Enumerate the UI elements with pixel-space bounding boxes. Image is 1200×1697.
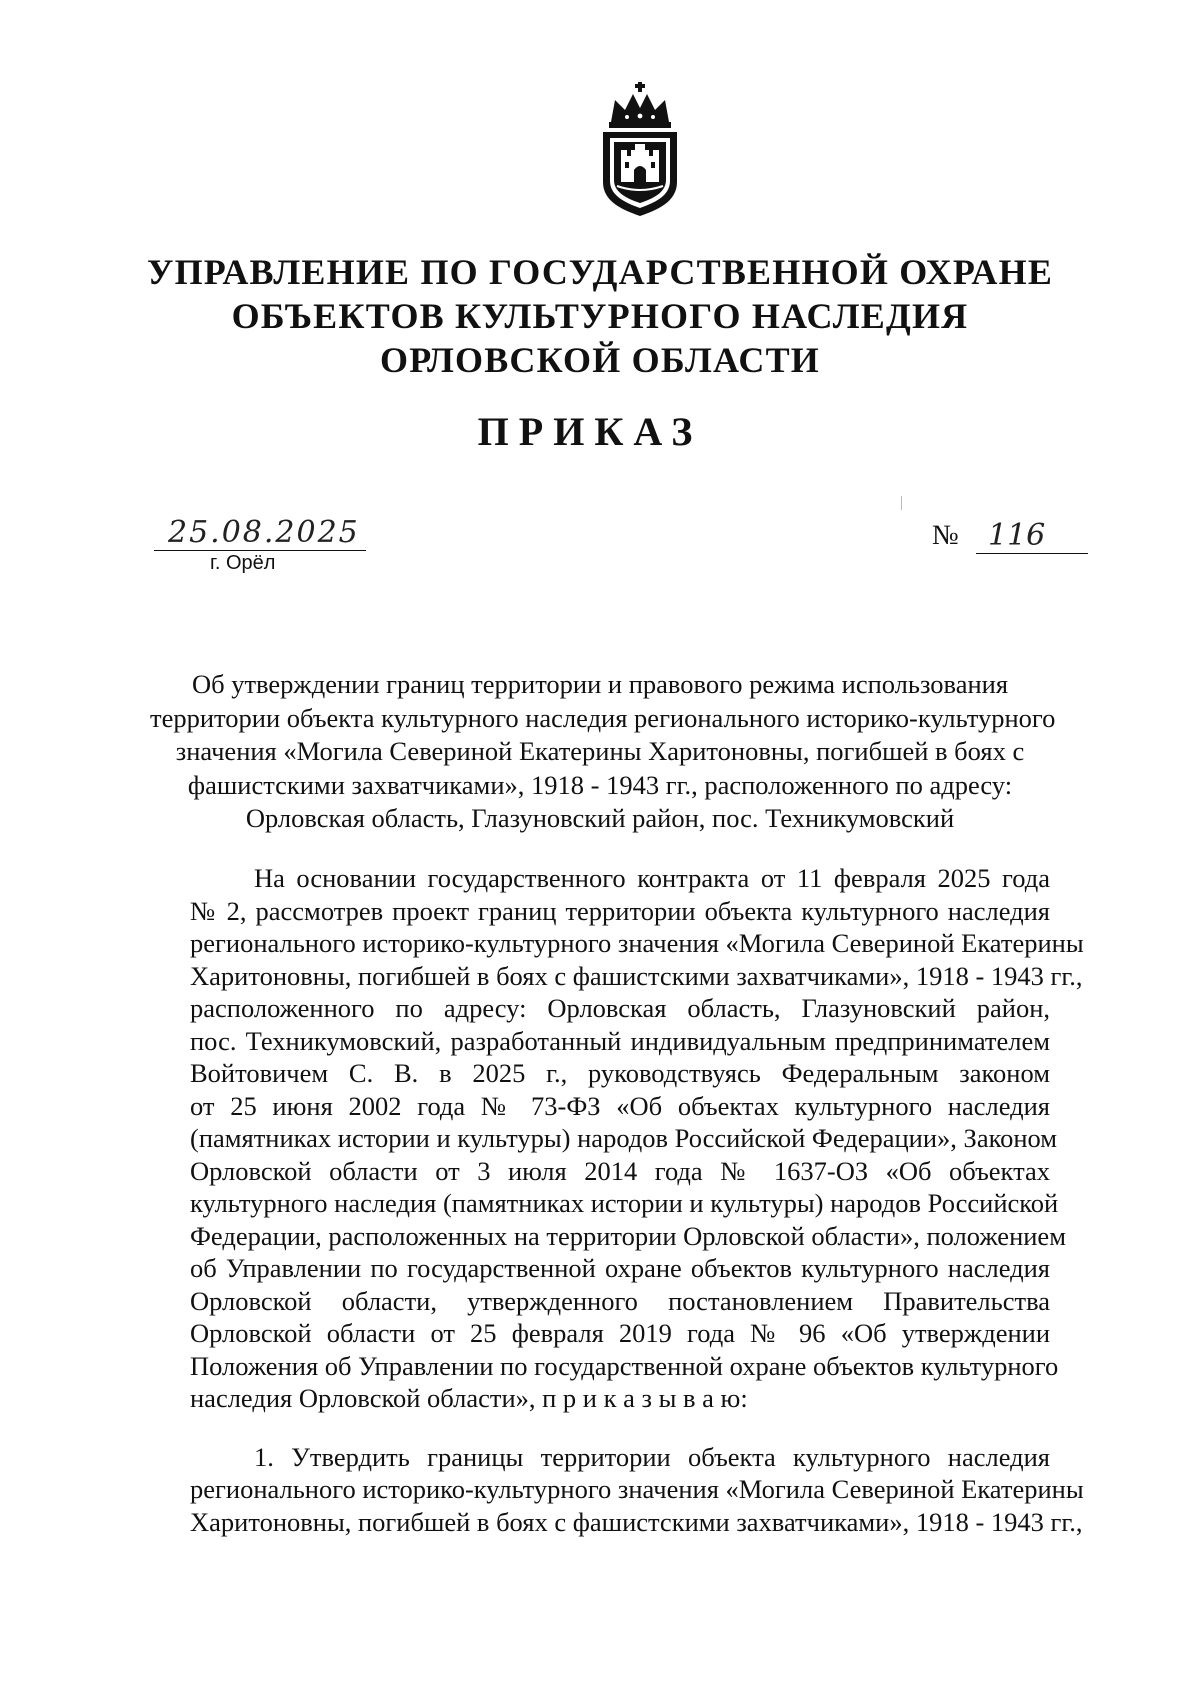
subject-line: территории объекта культурного наследия регионального историко-культурного (150, 702, 1056, 733)
body-line: пос. Техникумовский, разработанный индивидуальным предпринимателем (190, 1025, 1050, 1056)
order-body (190, 862, 1084, 1538)
body-line: Орловской области, утвержденного постановлением Правительства (190, 1285, 1050, 1316)
subject-line: Об утверждении границ территории и правового режима использования (191, 669, 1009, 699)
body-line: Орловской области от 3 июля 2014 года № 1637-ОЗ «Об объектах (190, 1155, 1050, 1186)
scan-mark (901, 496, 902, 510)
body-line: На основании государственного контракта от 11 февраля 2025 года (254, 863, 1050, 893)
subject-line: фашистскими захватчиками», 1918 - 1943 гг., расположенного по адресу: (187, 769, 1013, 800)
clause-1-paragraph (190, 1441, 1084, 1539)
body-line: регионального историко-культурного значения «Могила Севериной Екатерины (190, 1474, 1084, 1504)
body-line: регионального историко-культурного значения «Могила Севериной Екатерины (190, 928, 1084, 958)
number-sign: № (932, 520, 959, 551)
date-field (154, 512, 366, 551)
handwritten-date: 25.08.2025 (168, 515, 360, 550)
organization-title-line-2: ОБЪЕКТОВ КУЛЬТУРНОГО НАСЛЕДИЯ (231, 296, 969, 336)
preamble-paragraph (190, 862, 1084, 1415)
handwritten-number: 116 (988, 518, 1046, 553)
body-line: 1. Утвердить границы территории объекта культурного наследия (254, 1441, 1050, 1472)
body-line: Харитоновны, погибшей в боях с фашистскими захватчиками», 1918 - 1943 гг., (190, 1506, 1083, 1537)
subject-line: Орловская область, Глазуновский район, пос. Техникумовский (245, 803, 955, 833)
order-subject (150, 668, 1056, 836)
body-line: культурного наследия (памятниках истории и культуры) народов Российской (190, 1188, 1059, 1218)
body-line: расположенного по адресу: Орловская область, Глазуновский район, (190, 993, 1050, 1023)
number-field (976, 517, 1088, 554)
date-block (154, 512, 366, 574)
body-line: Федерации, расположенных на территории Орловской области», положением (190, 1220, 1066, 1251)
organization-title-line-3: ОРЛОВСКОЙ ОБЛАСТИ (380, 340, 820, 380)
organization-title-line-1: УПРАВЛЕНИЕ ПО ГОСУДАРСТВЕННОЙ ОХРАНЕ (146, 252, 1054, 292)
paragraph-gap (190, 1415, 1050, 1441)
body-line: (памятниках истории и культуры) народов Российской Федерации», Законом (190, 1123, 1058, 1153)
body-line: Войтовичем С. В. в 2025 г., руководствуясь Федеральным законом (190, 1058, 1050, 1088)
body-line: № 2, рассмотрев проект границ территории объекта культурного наследия (190, 895, 1050, 926)
document-type-heading: ПРИКАЗ (477, 409, 703, 454)
city-label: г. Орёл (210, 552, 276, 574)
subject-line: значения «Могила Севериной Екатерины Харитоновны, погибшей в боях с (175, 736, 1025, 766)
body-line: наследия Орловской области», п р и к а з ы в а ю: (190, 1383, 748, 1413)
body-line: Орловской области от 25 февраля 2019 года № 96 «Об утверждении (190, 1318, 1050, 1348)
coat-of-arms-icon (597, 82, 683, 218)
body-line: от 25 июня 2002 года № 73-ФЗ «Об объектах культурного наследия (190, 1090, 1050, 1121)
body-line: Положения об Управлении по государственной охране объектов культурного (190, 1350, 1059, 1381)
organization-title (140, 250, 1060, 382)
order-number-block (932, 516, 1092, 554)
body-line: об Управлении по государственной охране объектов культурного наследия (190, 1253, 1050, 1283)
body-line: Харитоновны, погибшей в боях с фашистскими захватчиками», 1918 - 1943 гг., (190, 960, 1083, 991)
